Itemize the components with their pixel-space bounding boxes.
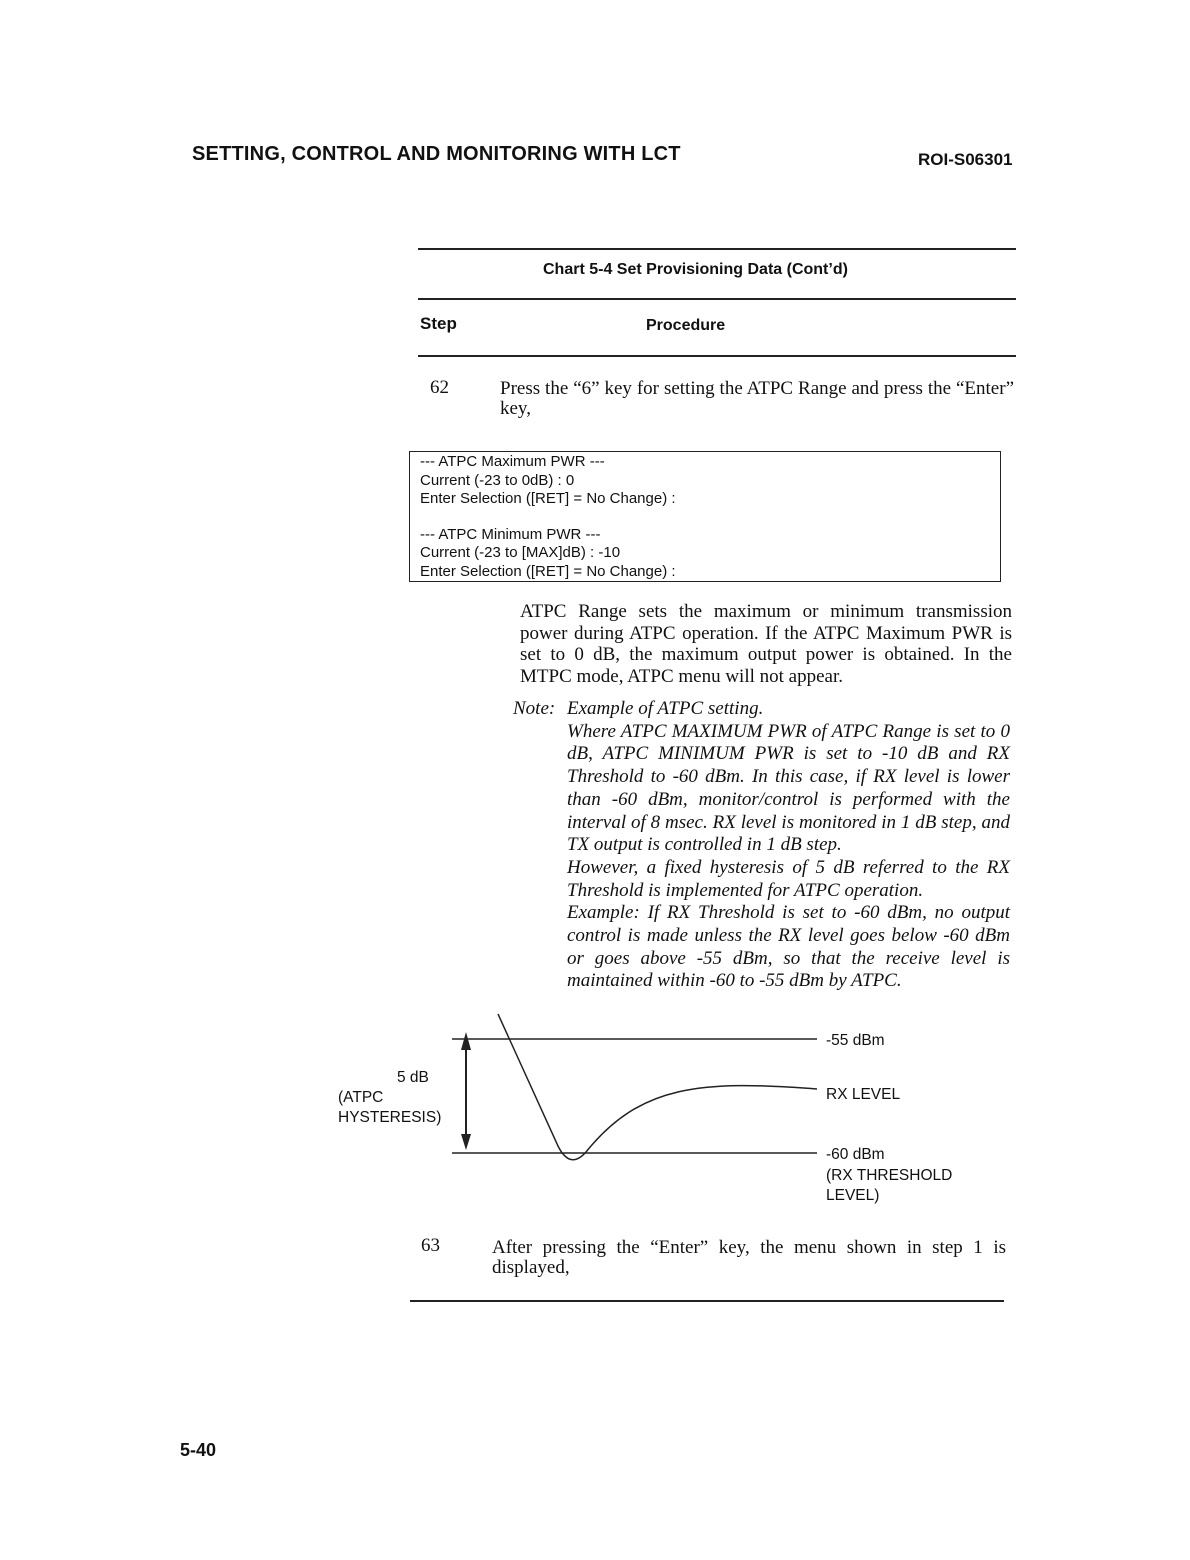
note-line-3: However, a fixed hysteresis of 5 dB referred to the RX Threshold is implemented for ATPC operation.	[567, 856, 1010, 901]
rx-level-label: RX LEVEL	[826, 1086, 901, 1103]
lower-level-label: -60 dBm	[826, 1146, 885, 1163]
column-header-step: Step	[420, 314, 457, 333]
page-number: 5-40	[180, 1440, 217, 1460]
atpc-min-current: Current (-23 to [MAX]dB) : -10	[420, 544, 621, 561]
hysteresis-arrow-up	[461, 1032, 471, 1050]
threshold-label-line-1: (RX THRESHOLD	[826, 1167, 953, 1184]
chart-title-rule	[418, 298, 1016, 300]
note-text	[567, 698, 1010, 993]
section-title: SETTING, CONTROL AND MONITORING WITH LCT	[192, 143, 681, 165]
atpc-max-current: Current (-23 to 0dB) : 0	[420, 471, 575, 489]
atpc-min-header: --- ATPC Minimum PWR ---	[420, 525, 601, 543]
rx-level-curve	[498, 1014, 817, 1160]
note-label: Note:	[513, 698, 556, 719]
document-id: ROI-S06301	[918, 150, 1013, 169]
note-line-1: Example of ATPC setting.	[567, 698, 764, 719]
threshold-label-line-2: LEVEL)	[826, 1187, 880, 1204]
step-63-text: After pressing the “Enter” key, the menu shown in step 1 is displayed,	[492, 1237, 1006, 1278]
hysteresis-name-line-2: HYSTERESIS)	[338, 1109, 442, 1126]
column-header-procedure: Procedure	[646, 317, 726, 334]
upper-level-label: -55 dBm	[826, 1032, 885, 1049]
step-number-63: 63	[421, 1235, 440, 1256]
column-header-rule	[418, 355, 1016, 357]
terminal-screen	[409, 451, 1001, 582]
chart-top-rule	[418, 248, 1016, 250]
atpc-min-prompt: Enter Selection ([RET] = No Change) :	[420, 562, 676, 580]
atpc-max-prompt: Enter Selection ([RET] = No Change) :	[420, 490, 676, 507]
atpc-range-description: ATPC Range sets the maximum or minimum transmission power during ATPC operation. If the ATPC Maximum PWR is set to 0 dB, the maximum output power is obtained. In the MTPC mode, ATPC menu will not appear.	[520, 601, 1012, 687]
note-line-2: Where ATPC MAXIMUM PWR of ATPC Range is set to 0 dB, ATPC MINIMUM PWR is set to -10 dB and RX Threshold to -60 dBm. In this case, if RX level is lower than -60 dBm, monitor/control is performed with the interval of 8 msec. RX level is monitored in 1 dB step, and TX output is controlled in 1 dB step.	[567, 720, 1010, 856]
note-line-4: Example: If RX Threshold is set to -60 dBm, no output control is made unless the RX level goes below -60 dBm or goes above -55 dBm, so that the receive level is maintained within -60 to -55 dBm by ATPC.	[567, 902, 1010, 992]
hysteresis-value-label: 5 dB	[397, 1069, 429, 1086]
step-62-text: Press the “6” key for setting the ATPC Range and press the “Enter” key,	[500, 378, 1014, 419]
hysteresis-arrow-down	[461, 1134, 471, 1150]
chart-bottom-rule	[410, 1300, 1004, 1302]
step-number-62: 62	[430, 377, 449, 398]
hysteresis-name-line-1: (ATPC	[338, 1089, 384, 1106]
atpc-max-header: --- ATPC Maximum PWR ---	[420, 453, 605, 470]
chart-title: Chart 5-4 Set Provisioning Data (Cont’d)	[543, 261, 848, 278]
hysteresis-diagram	[440, 1010, 820, 1180]
